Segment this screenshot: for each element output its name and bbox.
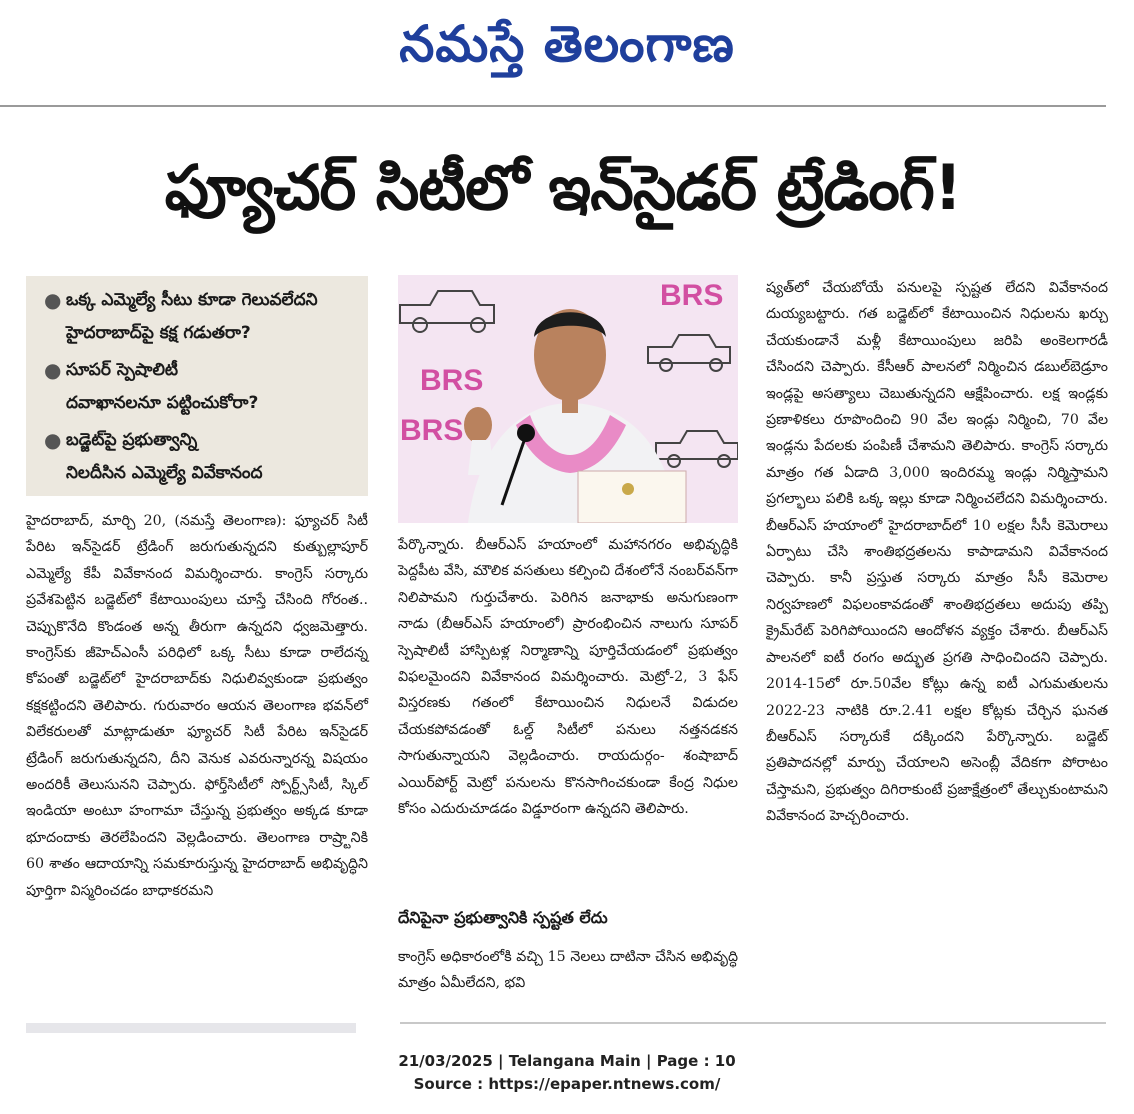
bullet-icon: ●	[44, 358, 62, 382]
highlight-line: హైదరాబాద్‌పై కక్ష గడుతరా?	[66, 323, 251, 343]
brs-logo-text: BRS	[660, 279, 724, 312]
brs-logo-text: BRS	[420, 364, 484, 397]
article-column-3	[766, 275, 1108, 830]
article-column-2	[398, 532, 738, 822]
article-column-2-continued	[398, 944, 738, 997]
masthead-rule	[0, 105, 1106, 107]
highlight-line: ఒక్క ఎమ్మెల్యే సీటు కూడా గెలువలేదని	[66, 290, 318, 310]
article-column-1	[26, 508, 368, 904]
article-paragraph: పేర్కొన్నారు. బీఆర్‌ఎస్ హయాంలో మహానగరం అభివృద్ధికి పెద్దపీట వేసి, మౌలిక వసతులు కల్పించి దేశంలోనే నంబర్‌వన్‌గా నిలిపామని గుర్తుచేశారు. పెరిగిన జనాభాకు అనుగుణంగా నాడు (బీఆర్‌ఎస్ హయాంలో) ప్రారంభించిన నాలుగు సూపర్ స్పెషాలిటీ హాస్పిటళ్ల నిర్మాణాన్ని పూర్తిచేయడంలో ప్రభుత్వం విఫలమైందని వివేకానంద విమర్శించారు. మెట్రో-2, 3 ఫేస్ విస్తరణకు గతంలో కేటాయించిన నిధులనే విడుదల చేయకపోవడంతో ఓల్డ్ సిటీలో పనులు నత్తనడకన సాగుతున్నాయని వెల్లడించారు. రాయదుర్గం- శంషాబాద్ ఎయిర్‌పోర్ట్ మెట్రో పనులను కొనసాగించకుండా కేంద్ర నిధుల కోసం ఎదురుచూడడం విడ్డూరంగా ఉన్నదని తెలిపారు.	[398, 537, 738, 818]
bullet-icon: ●	[44, 288, 62, 312]
highlight-item	[42, 284, 358, 350]
article-paragraph: కాంగ్రెస్ అధికారంలోకి వచ్చి 15 నెలలు దాటినా చేసిన అభివృద్ధి మాత్రం ఏమీలేదని, భవి	[398, 949, 738, 992]
highlight-line: సూపర్ స్పెషాలిటీ	[66, 360, 179, 380]
headline: ఫ్యూచర్ సిటీలో ఇన్‌సైడర్ ట్రేడింగ్!	[164, 151, 962, 224]
source-link[interactable]: Source : https://epaper.ntnews.com/	[413, 1075, 721, 1093]
highlight-item	[42, 354, 358, 420]
subheading: దేనిపైనా ప్రభుత్వానికి స్పష్టత లేదు	[398, 908, 608, 927]
masthead: నమస్తే తెలంగాణ	[399, 14, 735, 73]
highlight-line: బడ్జెట్‌పై ప్రభుత్వాన్ని	[66, 430, 198, 450]
highlight-line: దవాఖానలనూ పట్టించుకోరా?	[66, 393, 259, 413]
highlights-box	[26, 276, 368, 496]
highlight-item	[42, 424, 358, 490]
footer-divider-bar	[26, 1023, 356, 1033]
article-photo	[398, 275, 738, 523]
bullet-icon: ●	[44, 428, 62, 452]
page-footer	[0, 1050, 1134, 1096]
edition-info: 21/03/2025 | Telangana Main | Page : 10	[398, 1052, 736, 1070]
article-paragraph: ష్యత్‌లో చేయబోయే పనులపై స్పష్టత లేదని వివేకానంద దుయ్యబట్టారు. గత బడ్జెట్‌లో కేటాయించిన నిధులను ఖర్చు చేయకుండానే మళ్లీ కేటాయింపులు జరిపి అంకెలగారడీ చేసిందని చెప్పారు. కేసీఆర్ పాలనలో నిర్మించిన డబుల్‌బెడ్రూం ఇండ్లపై అసత్యాలు చెబుతున్నదని ఆక్షేపించారు. లక్ష ఇండ్లకు ప్రణాళికలు రూపొందించి 90 వేల ఇండ్లు నిర్మించి, 70 వేల ఇండ్లను పేదలకు పంపిణీ చేశామని తెలిపారు. కాంగ్రెస్ సర్కారు మాత్రం గత ఏడాది 3,000 ఇందిరమ్మ ఇండ్లు నిర్మిస్తామని ప్రగల్భాలు పలికి ఒక్క ఇల్లు కూడా నిర్మించలేదని విమర్శించారు. బీఆర్‌ఎస్ హయాంలో హైదరాబాద్‌లో 10 లక్షల సీసీ కెమెరాలు ఏర్పాటు చేసి శాంతిభద్రతలను కాపాడామని వివేకానంద చెప్పారు. కానీ ప్రస్తుత సర్కారు మాత్రం సీసీ కెమెరాల నిర్వహణలో విఫలంకావడంతో శాంతిభద్రతలు అదుపు తప్పి క్రైమ్‌రేట్ పెరిగిపోయిందని ఆందోళన వ్యక్తం చేశారు. బీఆర్‌ఎస్ పాలనలో ఐటీ రంగం అద్భుత ప్రగతి సాధించిందని చెప్పారు. 2014-15లో రూ.50వేల కోట్లు ఉన్న ఐటీ ఎగుమతులను 2022-23 నాటికి రూ.2.41 లక్షల కోట్లకు చేర్చిన ఘనత బీఆర్‌ఎస్ సర్కారుకే దక్కిందని పేర్కొన్నారు. బడ్జెట్ ప్రతిపాదనల్లో మార్పు చేయాలని అసెంబ్లీ వేదికగా పోరాటం చేస్తామని, ప్రభుత్వం దిగిరాకుంటే ప్రజాక్షేత్రంలో తేల్చుకుంటామని వివేకానంద హెచ్చరించారు.	[766, 280, 1108, 825]
photo-illustration	[398, 275, 738, 523]
footer-rule	[400, 1022, 1106, 1024]
highlight-line: నిలదీసిన ఎమ్మెల్యే వివేకానంద	[66, 463, 263, 483]
brs-logo-text: BRS	[400, 414, 464, 447]
article-paragraph: హైదరాబాద్, మార్చి 20, (నమస్తే తెలంగాణ): ఫ్యూచర్ సిటీ పేరిట ఇన్‌సైడర్ ట్రేడింగ్ జరుగుతున్నదని కుత్బుల్లాపూర్ ఎమ్మెల్యే కేపీ వివేకానంద విమర్శించారు. కాంగ్రెస్ సర్కారు ప్రవేశపెట్టిన బడ్జెట్‌లో కేటాయింపులు చూస్తే చేసింది గోరంత.. చెప్పుకొనేది కొండంత అన్న తీరుగా ఉన్నదని ధ్వజమెత్తారు. కాంగ్రెస్‌కు జీహెచ్‌ఎంసీ పరిధిలో ఒక్క సీటు కూడా రాలేదన్న కోపంతో బడ్జెట్‌లో హైదరాబాద్‌కు నిధులివ్వకుండా ప్రభుత్వం కక్షకట్టిందని తెలిపారు. గురువారం ఆయన తెలంగాణ భవన్‌లో విలేకరులతో మాట్లాడుతూ ఫ్యూచర్ సిటీ పేరిట ఇన్‌సైడర్ ట్రేడింగ్ జరుగుతున్నదని, దీని వెనుక ఎవరున్నారన్న విషయం అందరికీ తెలుసునని చెప్పారు. ఫోర్త్‌సిటీలో స్పోర్ట్స్‌సిటీ, స్కిల్ ఇండియా అంటూ హంగామా చేస్తున్న ప్రభుత్వం అక్కడ కూడా భూదందాకు తెరలేపిందని వెల్లడించారు. తెలంగాణ రాష్ర్టానికి 60 శాతం ఆదాయాన్ని సమకూరుస్తున్న హైదరాబాద్ అభివృద్ధిని పూర్తిగా విస్మరించడం బాధాకరమని	[26, 513, 368, 899]
